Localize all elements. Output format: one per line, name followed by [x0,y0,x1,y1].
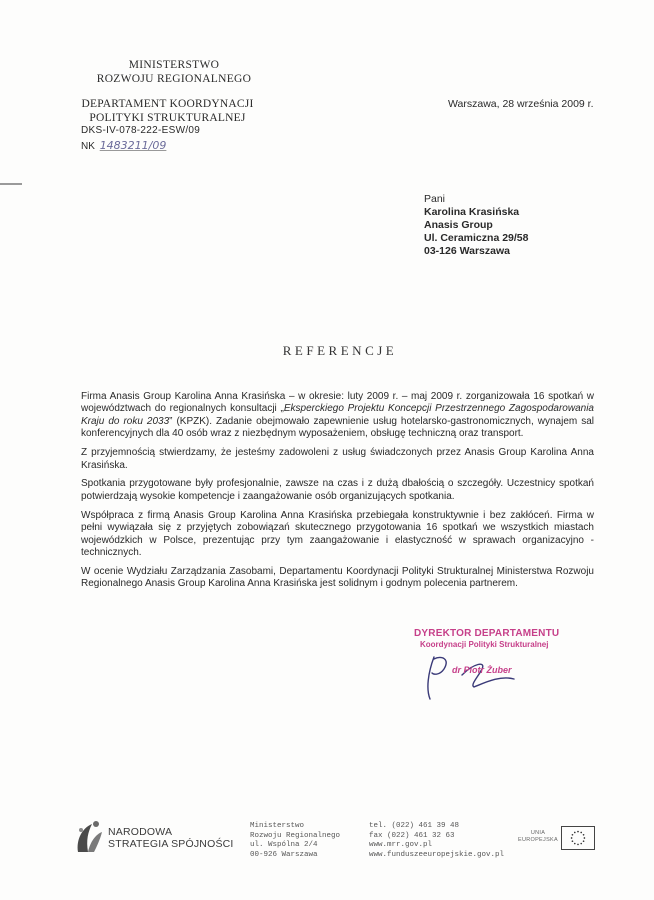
ministry-line-1: MINISTERSTWO [128,59,220,71]
body-paragraph-2: Z przyjemnością stwierdzamy, że jesteśmy zadowoleni z usług świadczonych przez Anasis Group Karolina Anna Krasińska. [81,447,594,471]
recipient-salutation: Pani [424,193,446,205]
recipient-name: Karolina Krasińska [424,206,520,218]
body-paragraph-4: Współpraca z firmą Anasis Group Karolina Anna Krasińska przebiegała konstruktywnie i bez zakłóceń. Firma w pełni wywiązała się z przyjętych zobowiązań skutecznego przygotowania 16 spotkań we wszystkich miastach wojewódzkich w Polsce, prezentując przy tym zaangażowanie i elastyczność w sprawach organizacyjno - technicznych. [81,509,594,558]
eu-flag-star [572,840,574,842]
nk-prefix: NK [81,141,95,152]
footer-address [250,822,340,860]
document-title-text-end: CJE [365,343,398,358]
footer-website-link[interactable]: www.funduszeeuropejskie.gov.pl [369,850,505,859]
footer-brand-line-2: STRATEGIA SPÓJNOŚCI [108,838,234,850]
eu-flag-star [572,834,574,836]
recipient-company: Anasis Group [424,219,493,231]
ministry-header [84,58,264,86]
recipient-address [424,193,528,258]
eu-flag-star [571,837,573,839]
eu-flag-star [577,844,579,846]
nk-handwritten-number: 1483211/09 [99,139,167,152]
body-paragraph-1 [81,391,594,441]
eu-label [516,830,560,844]
body-p1-end: ” (KPZK). Zadanie obejmowało zapewnienie usług hotelarsko-gastronomicznych, wynajem sal konferencyjnych dla 40 osób wraz z niezbędnym wyposażeniem, obsługę techniczną oraz transport. [81,415,594,440]
narodowa-strategia-logo-icon [72,818,106,856]
footer-address-line: ul. Wspólna 2/4 [250,841,318,849]
body-paragraph-5: W ocenie Wydziału Zarządzania Zasobami, Departamentu Koordynacji Polityki Strukturalnej Ministerstwa Rozwoju Regionalnego Anasis Group Karolina Anna Krasińska jest solidnym i godnym polecenia partnerem. [81,565,594,590]
footer-contact [369,822,504,860]
eu-flag-star [574,843,576,845]
scan-edge-mark [0,183,22,185]
stamp-title: DYREKTOR DEPARTAMENTU [414,628,560,639]
body-p1-project-name: Eksperckiego Projektu Koncepcji Przestrzennego Zagospodarowania Kraju do roku 2033 [81,403,594,427]
stamp-signatory-name: dr Piotr Żuber [452,665,512,675]
place-date: Warszawa, 28 września 2009 r. [448,98,594,110]
eu-flag-star [574,832,576,834]
footer-address-line: Ministerstwo [250,822,305,830]
eu-flag-star [580,843,582,845]
eu-flag-star [584,837,586,839]
department-line-1: DEPARTAMENT KOORDYNACJI [81,98,254,110]
document-title [0,343,654,359]
letter-body [81,391,594,597]
body-p1-start: Firma Anasis Group Karolina Anna Krasińska – w okresie: luty 2009 r. – maj 2009 r. zorganizowała 16 spotkań w województwach do regionalnych konsultacji „ [81,391,594,415]
footer-address-line: 00-926 Warszawa [250,850,318,859]
footer-brand-line-1: NARODOWA [108,826,173,838]
department-line-2: POLITYKI STRUKTURALNEJ [89,112,246,124]
recipient-city: 03-126 Warszawa [424,245,510,257]
stamp-department: Koordynacji Polityki Strukturalnej [420,640,549,649]
eu-flag-star [577,831,579,833]
document-title-text: REFEREN [282,343,366,358]
footer-fax: fax (022) 461 32 63 [369,831,455,840]
eu-label-line-2: EUROPEJSKA [518,837,558,843]
ministry-line-2: ROZWOJU REGIONALNEGO [96,73,252,85]
eu-flag-star [583,834,585,836]
nk-number [81,139,166,152]
eu-flag-star [583,840,585,842]
eu-flag-star [580,832,582,834]
footer-address-line: Rozwoju Regionalnego [250,831,341,840]
eu-label-line-1: UNIA [530,830,546,836]
eu-flag-icon [561,826,595,850]
footer-phone: tel. (022) 461 39 48 [369,822,460,830]
reference-code: DKS-IV-078-222-ESW/09 [81,125,201,136]
body-paragraph-3: Spotkania przygotowane były profesjonalnie, zawsze na czas i z dużą dbałością o szczegóły. Uczestnicy spotkań potwierdzają wysokie kompetencje i zaangażowanie osób organizujących spotkania. [81,478,594,502]
footer-brand [108,826,234,850]
recipient-street: Ul. Ceramiczna 29/58 [424,232,529,244]
department-header [80,97,255,125]
footer-website-link[interactable]: www.mrr.gov.pl [369,841,433,849]
